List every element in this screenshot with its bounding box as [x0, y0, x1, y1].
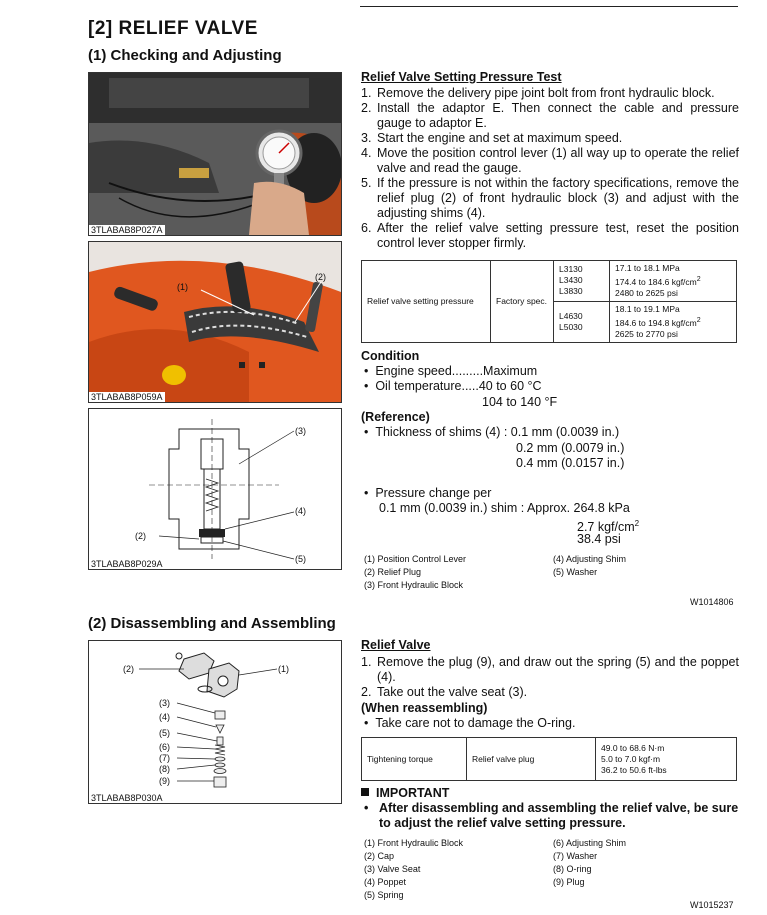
condition-line-2: • Oil temperature.....40 to 60 °C	[364, 379, 542, 393]
shims-line: • Thickness of shims (4) : 0.1 mm (0.0039 in.)	[364, 425, 620, 439]
step-row: 2. Take out the valve seat (3).	[361, 685, 528, 699]
spec-kind: Factory spec.	[491, 261, 554, 343]
disassembly-steps	[361, 655, 739, 700]
legend-right-2: (6) Adjusting Shim (7) Washer (8) O-ring (9) Plug	[553, 838, 627, 887]
when-reassembling: (When reassembling)	[361, 701, 488, 715]
exploded-view-illustration	[89, 641, 341, 803]
figure-exploded-view	[88, 640, 342, 804]
callout-3: (3)	[295, 426, 306, 436]
part1-title: (1) Checking and Adjusting	[88, 47, 282, 64]
pressure-spec-table	[361, 260, 737, 343]
callout-4: (4)	[159, 712, 170, 722]
pressure-change-1: • Pressure change per	[364, 486, 492, 500]
figure-valve-section-drawing	[88, 408, 342, 570]
shims-line-2: 0.2 mm (0.0079 in.)	[516, 441, 625, 455]
callout-1: (1)	[278, 664, 289, 674]
pressure-change-4: 38.4 psi	[577, 532, 621, 546]
callout-5: (5)	[159, 728, 170, 738]
pressure-change-3: 2.7 kgf/$cm^2$	[577, 519, 640, 535]
figure-caption: 3TLABAB8P059A	[91, 392, 163, 402]
torque-label: Tightening torque	[362, 738, 467, 781]
step-row: 1. Remove the plug (9), and draw out the spring (5) and the poppet (4).	[361, 655, 739, 684]
callout-2: (2)	[123, 664, 134, 674]
figure-gauge-photo	[88, 72, 342, 236]
part2-title: (2) Disassembling and Assembling	[88, 615, 336, 632]
gauge-photo-illustration	[89, 73, 341, 235]
callout-4: (4)	[295, 506, 306, 516]
step-row: 2. Install the adaptor E. Then connect the cable and pressure gauge to adaptor E.	[361, 101, 739, 130]
important-heading: IMPORTANT	[361, 786, 449, 801]
torque-table	[361, 737, 737, 781]
square-bullet-icon	[361, 788, 369, 796]
step-row: 6. After the relief valve setting pressure test, reset the position control lever stopper firmly.	[361, 221, 739, 250]
doc-code-1: W1014806	[690, 597, 734, 607]
condition-title: Condition	[361, 349, 420, 363]
header-rule	[360, 6, 738, 7]
callout-5: (5)	[295, 554, 306, 564]
callout-2: (2)	[315, 272, 326, 282]
reference-title: (Reference)	[361, 410, 430, 424]
spec-values-2: 18.1 to 19.1 MPa 184.6 to 194.8 kgf/$cm^2$ 2625 to 2770 psi	[610, 301, 737, 342]
callout-9: (9)	[159, 776, 170, 786]
legend-left-2: (1) Front Hydraulic Block (2) Cap (3) Valve Seat (4) Poppet (5) Spring	[364, 838, 464, 900]
lever-photo-illustration	[89, 242, 341, 402]
care-line: • Take care not to damage the O-ring.	[364, 716, 576, 730]
spec-models-2: L4630 L5030	[554, 301, 610, 342]
callout-2b: (2)	[135, 531, 146, 541]
callout-7: (7)	[159, 753, 170, 763]
spec-values-1: 17.1 to 18.1 MPa 174.4 to 184.6 kgf/$cm^2$ 2480 to 2625 psi	[610, 261, 737, 302]
important-text: • After disassembling and assembling the relief valve, be sure to adjust the relief valve setting pressure.	[364, 801, 739, 830]
step-row: 4. Move the position control lever (1) all way up to operate the relief valve and read the gauge.	[361, 146, 739, 175]
test-title: Relief Valve Setting Pressure Test	[361, 70, 562, 84]
spec-models-1: L3130 L3430 L3830	[554, 261, 610, 302]
relief-valve-title: Relief Valve	[361, 638, 431, 652]
figure-lever-photo	[88, 241, 342, 403]
section-heading: [2] RELIEF VALVE	[88, 18, 258, 39]
doc-code-2: W1015237	[690, 900, 734, 910]
pressure-change-2: 0.1 mm (0.0039 in.) shim : Approx. 264.8 kPa	[379, 501, 630, 515]
callout-1: (1)	[177, 282, 188, 292]
torque-values: 49.0 to 68.6 N·m 5.0 to 7.0 kgf·m 36.2 to 50.6 ft-lbs	[596, 738, 737, 781]
callout-8: (8)	[159, 764, 170, 774]
figure-caption: 3TLABAB8P030A	[91, 793, 163, 803]
legend-right-1: (4) Adjusting Shim (5) Washer	[553, 554, 627, 577]
step-row: 3. Start the engine and set at maximum speed.	[361, 131, 623, 145]
condition-extra: 104 to 140 °F	[482, 395, 558, 409]
step-row: 1. Remove the delivery pipe joint bolt from front hydraulic block.	[361, 86, 715, 100]
callout-3: (3)	[159, 698, 170, 708]
step-row: 5. If the pressure is not within the factory specifications, remove the relief plug (2) of front hydraulic block (3) and adjust with the adjusting shims (4).	[361, 176, 739, 220]
test-steps	[361, 86, 739, 251]
valve-section-illustration	[89, 409, 341, 569]
callout-6: (6)	[159, 742, 170, 752]
spec-item: Relief valve setting pressure	[362, 261, 491, 343]
figure-caption: 3TLABAB8P029A	[91, 559, 163, 569]
condition-line-1: • Engine speed.........Maximum	[364, 364, 538, 378]
torque-item: Relief valve plug	[467, 738, 596, 781]
shims-line-3: 0.4 mm (0.0157 in.)	[516, 456, 625, 470]
legend-left-1: (1) Position Control Lever (2) Relief Plug (3) Front Hydraulic Block	[364, 554, 467, 590]
figure-caption: 3TLABAB8P027A	[91, 225, 163, 235]
